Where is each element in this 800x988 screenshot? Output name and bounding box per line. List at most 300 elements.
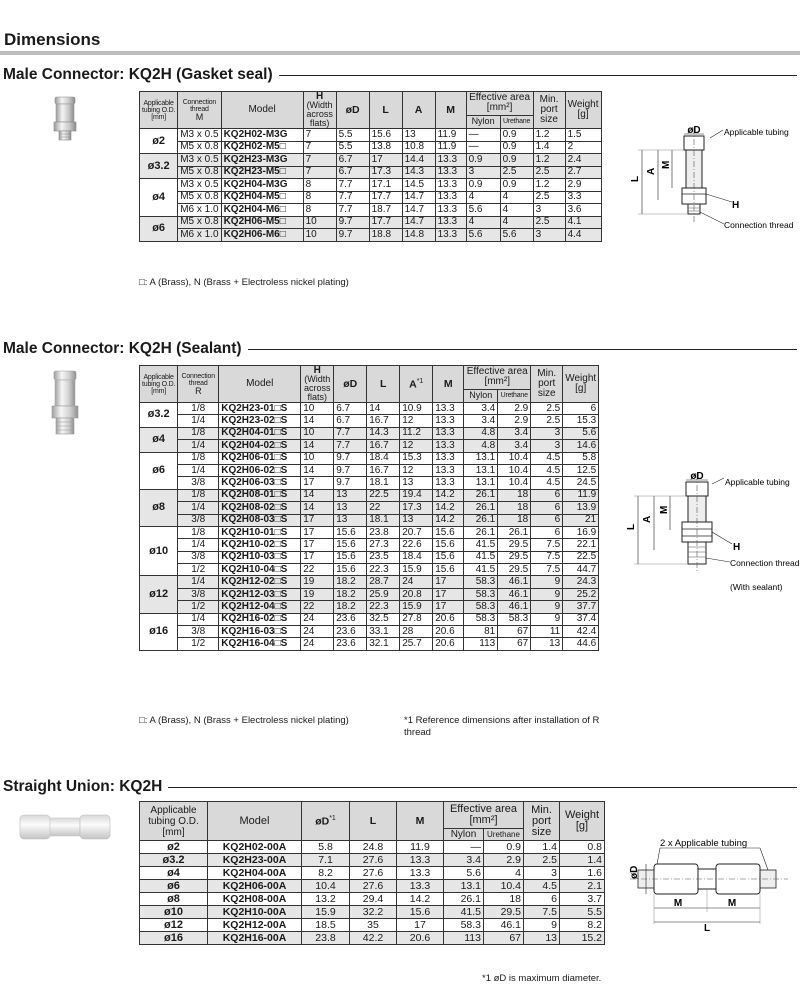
nylon-cell: 26.1 — [464, 514, 498, 526]
port-cell: 1.4 — [533, 141, 565, 154]
m-cell: 17 — [433, 576, 464, 588]
tubing-od-cell: ø3.2 — [140, 854, 208, 867]
col-header-nylon: Nylon — [464, 389, 498, 402]
port-cell: 1.4 — [524, 841, 560, 854]
drawing-label-h: H — [732, 200, 740, 211]
col-header-d: $øD^{*1}$ — [302, 802, 350, 841]
tubing-od-cell: ø12 — [140, 919, 208, 932]
d-cell: 23.6 — [334, 613, 367, 625]
table-row — [140, 502, 599, 514]
nylon-cell: 26.1 — [464, 526, 498, 538]
tubing-od-cell: ø16 — [140, 613, 178, 650]
h-cell: 14 — [301, 464, 334, 476]
tubing-od-cell: ø3.2 — [140, 403, 178, 428]
thread-cell: M5 x 0.8 — [178, 216, 221, 229]
a-cell: 15.9 — [400, 601, 433, 613]
a-cell: 14.7 — [402, 216, 435, 229]
model-cell: KQ2H10-00A — [208, 906, 302, 919]
col-header-d: øD — [334, 366, 367, 403]
l-cell: 18.8 — [369, 229, 402, 242]
l-cell: 27.6 — [350, 867, 397, 880]
urethane-cell: 46.1 — [498, 588, 531, 600]
drawing-label-sealant: (With sealant) — [730, 582, 783, 592]
table-row — [140, 179, 602, 192]
nylon-cell: 41.5 — [444, 906, 484, 919]
a-cell: 18.4 — [400, 551, 433, 563]
l-cell: 22.3 — [367, 564, 400, 576]
col-header-urethane: Urethane — [500, 115, 533, 128]
nylon-cell: 41.5 — [464, 564, 498, 576]
urethane-cell: 46.1 — [484, 919, 524, 932]
thread-cell: 3/8 — [178, 514, 219, 526]
weight-cell: 3.7 — [560, 893, 605, 906]
thread-cell: 3/8 — [178, 551, 219, 563]
weight-cell: 2.4 — [565, 154, 601, 167]
l-cell: 28.7 — [367, 576, 400, 588]
col-header-h: H (Width across flats) — [303, 92, 336, 129]
m-cell: 13.3 — [433, 427, 464, 439]
model-cell: KQ2H12-03□S — [219, 588, 301, 600]
section-header-union — [3, 778, 797, 796]
l-cell: 27.6 — [350, 854, 397, 867]
weight-cell: 11.9 — [563, 489, 599, 501]
col-header-h: H (Width across flats) — [301, 366, 334, 403]
thread-cell: 3/8 — [178, 477, 219, 489]
tubing-od-cell: ø2 — [140, 129, 178, 154]
model-cell: KQ2H06-02□S — [219, 464, 301, 476]
a-cell: 12 — [400, 464, 433, 476]
model-cell: KQ2H12-02□S — [219, 576, 301, 588]
port-cell: 13 — [524, 932, 560, 945]
d-cell: 13 — [334, 489, 367, 501]
urethane-cell: 18 — [484, 893, 524, 906]
m-cell: 14.2 — [433, 489, 464, 501]
weight-cell: 1.4 — [560, 854, 605, 867]
weight-cell: 13.9 — [563, 502, 599, 514]
urethane-cell: 10.4 — [498, 464, 531, 476]
urethane-cell: 26.1 — [498, 526, 531, 538]
model-cell: KQ2H04-01□S — [219, 427, 301, 439]
table-row — [140, 893, 605, 906]
weight-cell: 2.9 — [565, 179, 601, 192]
d-cell: 15.6 — [334, 564, 367, 576]
l-cell: 35 — [350, 919, 397, 932]
weight-cell: 2.7 — [565, 166, 601, 179]
drawing-label-m-left: M — [673, 898, 683, 909]
urethane-cell: 29.5 — [484, 906, 524, 919]
drawing-label-thread: Connection thread — [724, 220, 794, 230]
a-cell: 20.7 — [400, 526, 433, 538]
fitting-photo-union — [18, 810, 112, 844]
urethane-cell: 10.4 — [498, 477, 531, 489]
urethane-cell: 2.9 — [484, 854, 524, 867]
a-cell: 14.7 — [402, 191, 435, 204]
l-cell: 25.9 — [367, 588, 400, 600]
model-cell: KQ2H04-02□S — [219, 440, 301, 452]
port-cell: 4.5 — [531, 464, 563, 476]
port-cell: 2.5 — [531, 403, 563, 415]
weight-cell: 22.1 — [563, 539, 599, 551]
weight-cell: 24.3 — [563, 576, 599, 588]
port-cell: 2.5 — [524, 854, 560, 867]
port-cell: 6 — [531, 502, 563, 514]
m-cell: 14.2 — [433, 502, 464, 514]
weight-cell: 3.3 — [565, 191, 601, 204]
tubing-od-cell: ø8 — [140, 489, 178, 526]
nylon-cell: 41.5 — [464, 539, 498, 551]
d-cell: 23.6 — [334, 626, 367, 638]
thread-cell: 1/4 — [178, 576, 219, 588]
m-cell: 13.3 — [397, 867, 444, 880]
port-cell: 9 — [531, 613, 563, 625]
port-cell: 4.5 — [531, 477, 563, 489]
table-row — [140, 880, 605, 893]
model-cell: KQ2H06-M6□ — [221, 229, 303, 242]
weight-cell: 3.6 — [565, 204, 601, 217]
urethane-cell: 0.9 — [484, 841, 524, 854]
a-cell: 12 — [400, 440, 433, 452]
tubing-od-cell: ø6 — [140, 216, 178, 241]
nylon-cell: 4.8 — [464, 427, 498, 439]
weight-cell: 25.2 — [563, 588, 599, 600]
l-cell: 15.6 — [369, 129, 402, 142]
urethane-cell: 46.1 — [498, 576, 531, 588]
col-header-weight: Weight [g] — [560, 802, 605, 841]
h-cell: 7 — [303, 154, 336, 167]
nylon-cell: 13.1 — [464, 452, 498, 464]
m-cell: 17 — [433, 588, 464, 600]
nylon-cell: 58.3 — [464, 601, 498, 613]
sealant-material-note: □: A (Brass), N (Brass + Electroless nickel plating) — [139, 715, 349, 726]
nylon-cell: 3.4 — [464, 403, 498, 415]
d-cell: 9.7 — [336, 216, 369, 229]
m-cell: 15.6 — [433, 551, 464, 563]
m-cell: 17 — [397, 919, 444, 932]
table-row — [140, 539, 599, 551]
model-cell: KQ2H06-00A — [208, 880, 302, 893]
l-cell: 17 — [369, 154, 402, 167]
thread-cell: 3/8 — [178, 626, 219, 638]
thread-cell: M6 x 1.0 — [178, 204, 221, 217]
model-cell: KQ2H04-M3G — [221, 179, 303, 192]
port-cell: 9 — [531, 576, 563, 588]
model-cell: KQ2H16-04□S — [219, 638, 301, 650]
a-cell: 17.3 — [400, 502, 433, 514]
model-cell: KQ2H04-M5□ — [221, 191, 303, 204]
weight-cell: 12.5 — [563, 464, 599, 476]
d-cell: 6.7 — [336, 154, 369, 167]
col-header-tubing: Applicable tubing O.D. [mm] — [140, 802, 208, 841]
m-cell: 13.3 — [435, 191, 466, 204]
port-cell: 4.5 — [531, 452, 563, 464]
l-cell: 16.7 — [367, 464, 400, 476]
urethane-cell: 5.6 — [500, 229, 533, 242]
l-cell: 18.1 — [367, 477, 400, 489]
col-header-m: M — [433, 366, 464, 403]
h-cell: 7 — [303, 129, 336, 142]
d-cell: 6.7 — [334, 403, 367, 415]
model-cell: KQ2H10-01□S — [219, 526, 301, 538]
table-row — [140, 452, 599, 464]
port-cell: 7.5 — [524, 906, 560, 919]
nylon-cell: 26.1 — [464, 489, 498, 501]
port-cell: 9 — [531, 601, 563, 613]
m-cell: 13.3 — [433, 403, 464, 415]
nylon-cell: 4.8 — [464, 440, 498, 452]
m-cell: 11.9 — [435, 129, 466, 142]
a-cell: 14.3 — [402, 166, 435, 179]
m-cell: 15.6 — [433, 564, 464, 576]
a-cell: 13 — [400, 477, 433, 489]
model-cell: KQ2H04-M6□ — [221, 204, 303, 217]
a-cell: 22.6 — [400, 539, 433, 551]
port-cell: 7.5 — [531, 551, 563, 563]
urethane-cell: 3.4 — [498, 440, 531, 452]
union-spec-table — [139, 801, 605, 945]
h-cell: 17 — [301, 539, 334, 551]
d-cell: 7.7 — [334, 440, 367, 452]
drawing-label-m-right: M — [727, 898, 737, 909]
table-row — [140, 477, 599, 489]
tubing-od-cell: ø10 — [140, 526, 178, 576]
m-cell: 14.2 — [433, 514, 464, 526]
m-cell: 17 — [433, 601, 464, 613]
urethane-cell: 2.9 — [498, 403, 531, 415]
col-header-thread: Connection thread M — [178, 92, 221, 129]
nylon-cell: 13.1 — [464, 464, 498, 476]
a-cell: 19.4 — [400, 489, 433, 501]
drawing-label-l: L — [703, 923, 711, 934]
nylon-cell: 3 — [466, 166, 500, 179]
h-cell: 14 — [301, 415, 334, 427]
nylon-cell: 5.6 — [444, 867, 484, 880]
weight-cell: 0.8 — [560, 841, 605, 854]
table-row — [140, 403, 599, 415]
urethane-cell: 67 — [498, 626, 531, 638]
nylon-cell: — — [444, 841, 484, 854]
h-cell: 19 — [301, 576, 334, 588]
col-header-model: Model — [219, 366, 301, 403]
fitting-photo-sealant — [48, 370, 82, 436]
d-cell: 7.7 — [336, 191, 369, 204]
l-cell: 18.7 — [369, 204, 402, 217]
weight-cell: 44.7 — [563, 564, 599, 576]
d-cell: 5.8 — [302, 841, 350, 854]
section-title-gasket: Male Connector: KQ2H (Gasket seal) — [3, 66, 273, 83]
h-cell: 14 — [301, 489, 334, 501]
nylon-cell: 81 — [464, 626, 498, 638]
l-cell: 27.3 — [367, 539, 400, 551]
m-cell: 14.2 — [397, 893, 444, 906]
weight-cell: 2.1 — [560, 880, 605, 893]
weight-cell: 37.4 — [563, 613, 599, 625]
h-cell: 17 — [301, 477, 334, 489]
model-cell: KQ2H16-02□S — [219, 613, 301, 625]
h-cell: 14 — [301, 502, 334, 514]
h-cell: 10 — [301, 452, 334, 464]
a-cell: 14.4 — [402, 154, 435, 167]
table-row — [140, 464, 599, 476]
h-cell: 10 — [301, 427, 334, 439]
h-cell: 8 — [303, 204, 336, 217]
thread-cell: 1/8 — [178, 427, 219, 439]
thread-cell: M3 x 0.5 — [178, 129, 221, 142]
d-cell: 8.2 — [302, 867, 350, 880]
urethane-cell: 29.5 — [498, 551, 531, 563]
weight-cell: 22.5 — [563, 551, 599, 563]
m-cell: 15.6 — [397, 906, 444, 919]
d-cell: 7.1 — [302, 854, 350, 867]
m-cell: 13.3 — [433, 415, 464, 427]
m-cell: 13.3 — [435, 154, 466, 167]
col-header-model: Model — [221, 92, 303, 129]
col-header-min-port: Min. port size — [524, 802, 560, 841]
d-cell: 13 — [334, 502, 367, 514]
thread-cell: 1/4 — [178, 502, 219, 514]
table-row — [140, 216, 602, 229]
col-header-urethane: Urethane — [484, 829, 524, 841]
m-cell: 13.3 — [433, 477, 464, 489]
urethane-cell: 0.9 — [500, 141, 533, 154]
a-cell: 13 — [402, 129, 435, 142]
tubing-od-cell: ø4 — [140, 867, 208, 880]
model-cell: KQ2H23-M3G — [221, 154, 303, 167]
page-title: Dimensions — [4, 30, 101, 49]
tubing-od-cell: ø3.2 — [140, 154, 178, 179]
d-cell: 18.2 — [334, 576, 367, 588]
weight-cell: 15.3 — [563, 415, 599, 427]
h-cell: 22 — [301, 564, 334, 576]
port-cell: 4.5 — [524, 880, 560, 893]
port-cell: 13 — [531, 638, 563, 650]
m-cell: 20.6 — [397, 932, 444, 945]
col-header-model: Model — [208, 802, 302, 841]
drawing-label-a: A — [642, 515, 653, 523]
model-cell: KQ2H23-02□S — [219, 415, 301, 427]
l-cell: 32.2 — [350, 906, 397, 919]
weight-cell: 1.6 — [560, 867, 605, 880]
thread-cell: 1/8 — [178, 403, 219, 415]
urethane-cell: 67 — [498, 638, 531, 650]
thread-cell: M5 x 0.8 — [178, 166, 221, 179]
l-cell: 24.8 — [350, 841, 397, 854]
h-cell: 19 — [301, 588, 334, 600]
m-cell: 13.3 — [435, 166, 466, 179]
urethane-cell: 18 — [498, 502, 531, 514]
section-header-sealant — [3, 340, 797, 358]
table-row — [140, 415, 599, 427]
m-cell: 13.3 — [435, 179, 466, 192]
d-cell: 6.7 — [334, 415, 367, 427]
weight-cell: 14.6 — [563, 440, 599, 452]
col-header-thread: Connection thread R — [178, 366, 219, 403]
model-cell: KQ2H16-03□S — [219, 626, 301, 638]
thread-cell: M5 x 0.8 — [178, 141, 221, 154]
nylon-cell: 4 — [466, 216, 500, 229]
port-cell: 9 — [524, 919, 560, 932]
model-cell: KQ2H23-00A — [208, 854, 302, 867]
l-cell: 17.3 — [369, 166, 402, 179]
tubing-od-cell: ø4 — [140, 427, 178, 452]
thread-cell: M6 x 1.0 — [178, 229, 221, 242]
drawing-label-tubing: Applicable tubing — [724, 127, 789, 137]
table-row — [140, 867, 605, 880]
col-header-tubing: Applicable tubing O.D. [mm] — [140, 92, 178, 129]
tubing-od-cell: ø6 — [140, 452, 178, 489]
nylon-cell: — — [466, 129, 500, 142]
l-cell: 14 — [367, 403, 400, 415]
col-header-nylon: Nylon — [466, 115, 500, 128]
model-cell: KQ2H04-00A — [208, 867, 302, 880]
table-row — [140, 514, 599, 526]
model-cell: KQ2H23-01□S — [219, 403, 301, 415]
weight-cell: 15.2 — [560, 932, 605, 945]
nylon-cell: — — [466, 141, 500, 154]
model-cell: KQ2H02-M5□ — [221, 141, 303, 154]
urethane-cell: 4 — [500, 191, 533, 204]
urethane-cell: 10.4 — [484, 880, 524, 893]
drawing-label-od: øD — [687, 125, 701, 136]
urethane-cell: 29.5 — [498, 564, 531, 576]
sealant-footnote: *1 Reference dimensions after installation of R thread — [404, 715, 600, 738]
a-cell: 27.8 — [400, 613, 433, 625]
h-cell: 17 — [301, 526, 334, 538]
port-cell: 1.2 — [533, 179, 565, 192]
weight-cell: 4.1 — [565, 216, 601, 229]
weight-cell: 5.8 — [563, 452, 599, 464]
union-dimension-drawing — [620, 832, 800, 942]
urethane-cell: 2.5 — [500, 166, 533, 179]
col-header-l: L — [369, 92, 402, 129]
l-cell: 13.8 — [369, 141, 402, 154]
l-cell: 32.1 — [367, 638, 400, 650]
weight-cell: 5.5 — [560, 906, 605, 919]
port-cell: 1.2 — [533, 129, 565, 142]
l-cell: 29.4 — [350, 893, 397, 906]
table-row — [140, 841, 605, 854]
l-cell: 16.7 — [367, 415, 400, 427]
nylon-cell: 26.1 — [444, 893, 484, 906]
tubing-od-cell: ø8 — [140, 893, 208, 906]
nylon-cell: 58.3 — [464, 576, 498, 588]
model-cell: KQ2H10-03□S — [219, 551, 301, 563]
urethane-cell: 4 — [500, 216, 533, 229]
port-cell: 6 — [531, 514, 563, 526]
thread-cell: 1/4 — [178, 613, 219, 625]
drawing-label-tubing: 2 x Applicable tubing — [660, 838, 748, 849]
col-header-m: M — [435, 92, 466, 129]
model-cell: KQ2H06-M5□ — [221, 216, 303, 229]
table-row — [140, 932, 605, 945]
port-cell: 2.5 — [531, 415, 563, 427]
d-cell: 7.7 — [336, 179, 369, 192]
weight-cell: 2 — [565, 141, 601, 154]
urethane-cell: 18 — [498, 489, 531, 501]
col-header-l: L — [350, 802, 397, 841]
m-cell: 11.9 — [397, 841, 444, 854]
nylon-cell: 3.4 — [444, 854, 484, 867]
drawing-label-m: M — [661, 160, 672, 169]
thread-cell: 1/8 — [178, 526, 219, 538]
d-cell: 18.2 — [334, 588, 367, 600]
port-cell: 6 — [531, 526, 563, 538]
thread-cell: 1/8 — [178, 489, 219, 501]
d-cell: 10.4 — [302, 880, 350, 893]
urethane-cell: 3.4 — [498, 427, 531, 439]
drawing-label-tubing: Applicable tubing — [725, 477, 790, 487]
col-header-effective-area: Effective area [mm²] — [466, 92, 533, 116]
thread-cell: M5 x 0.8 — [178, 191, 221, 204]
